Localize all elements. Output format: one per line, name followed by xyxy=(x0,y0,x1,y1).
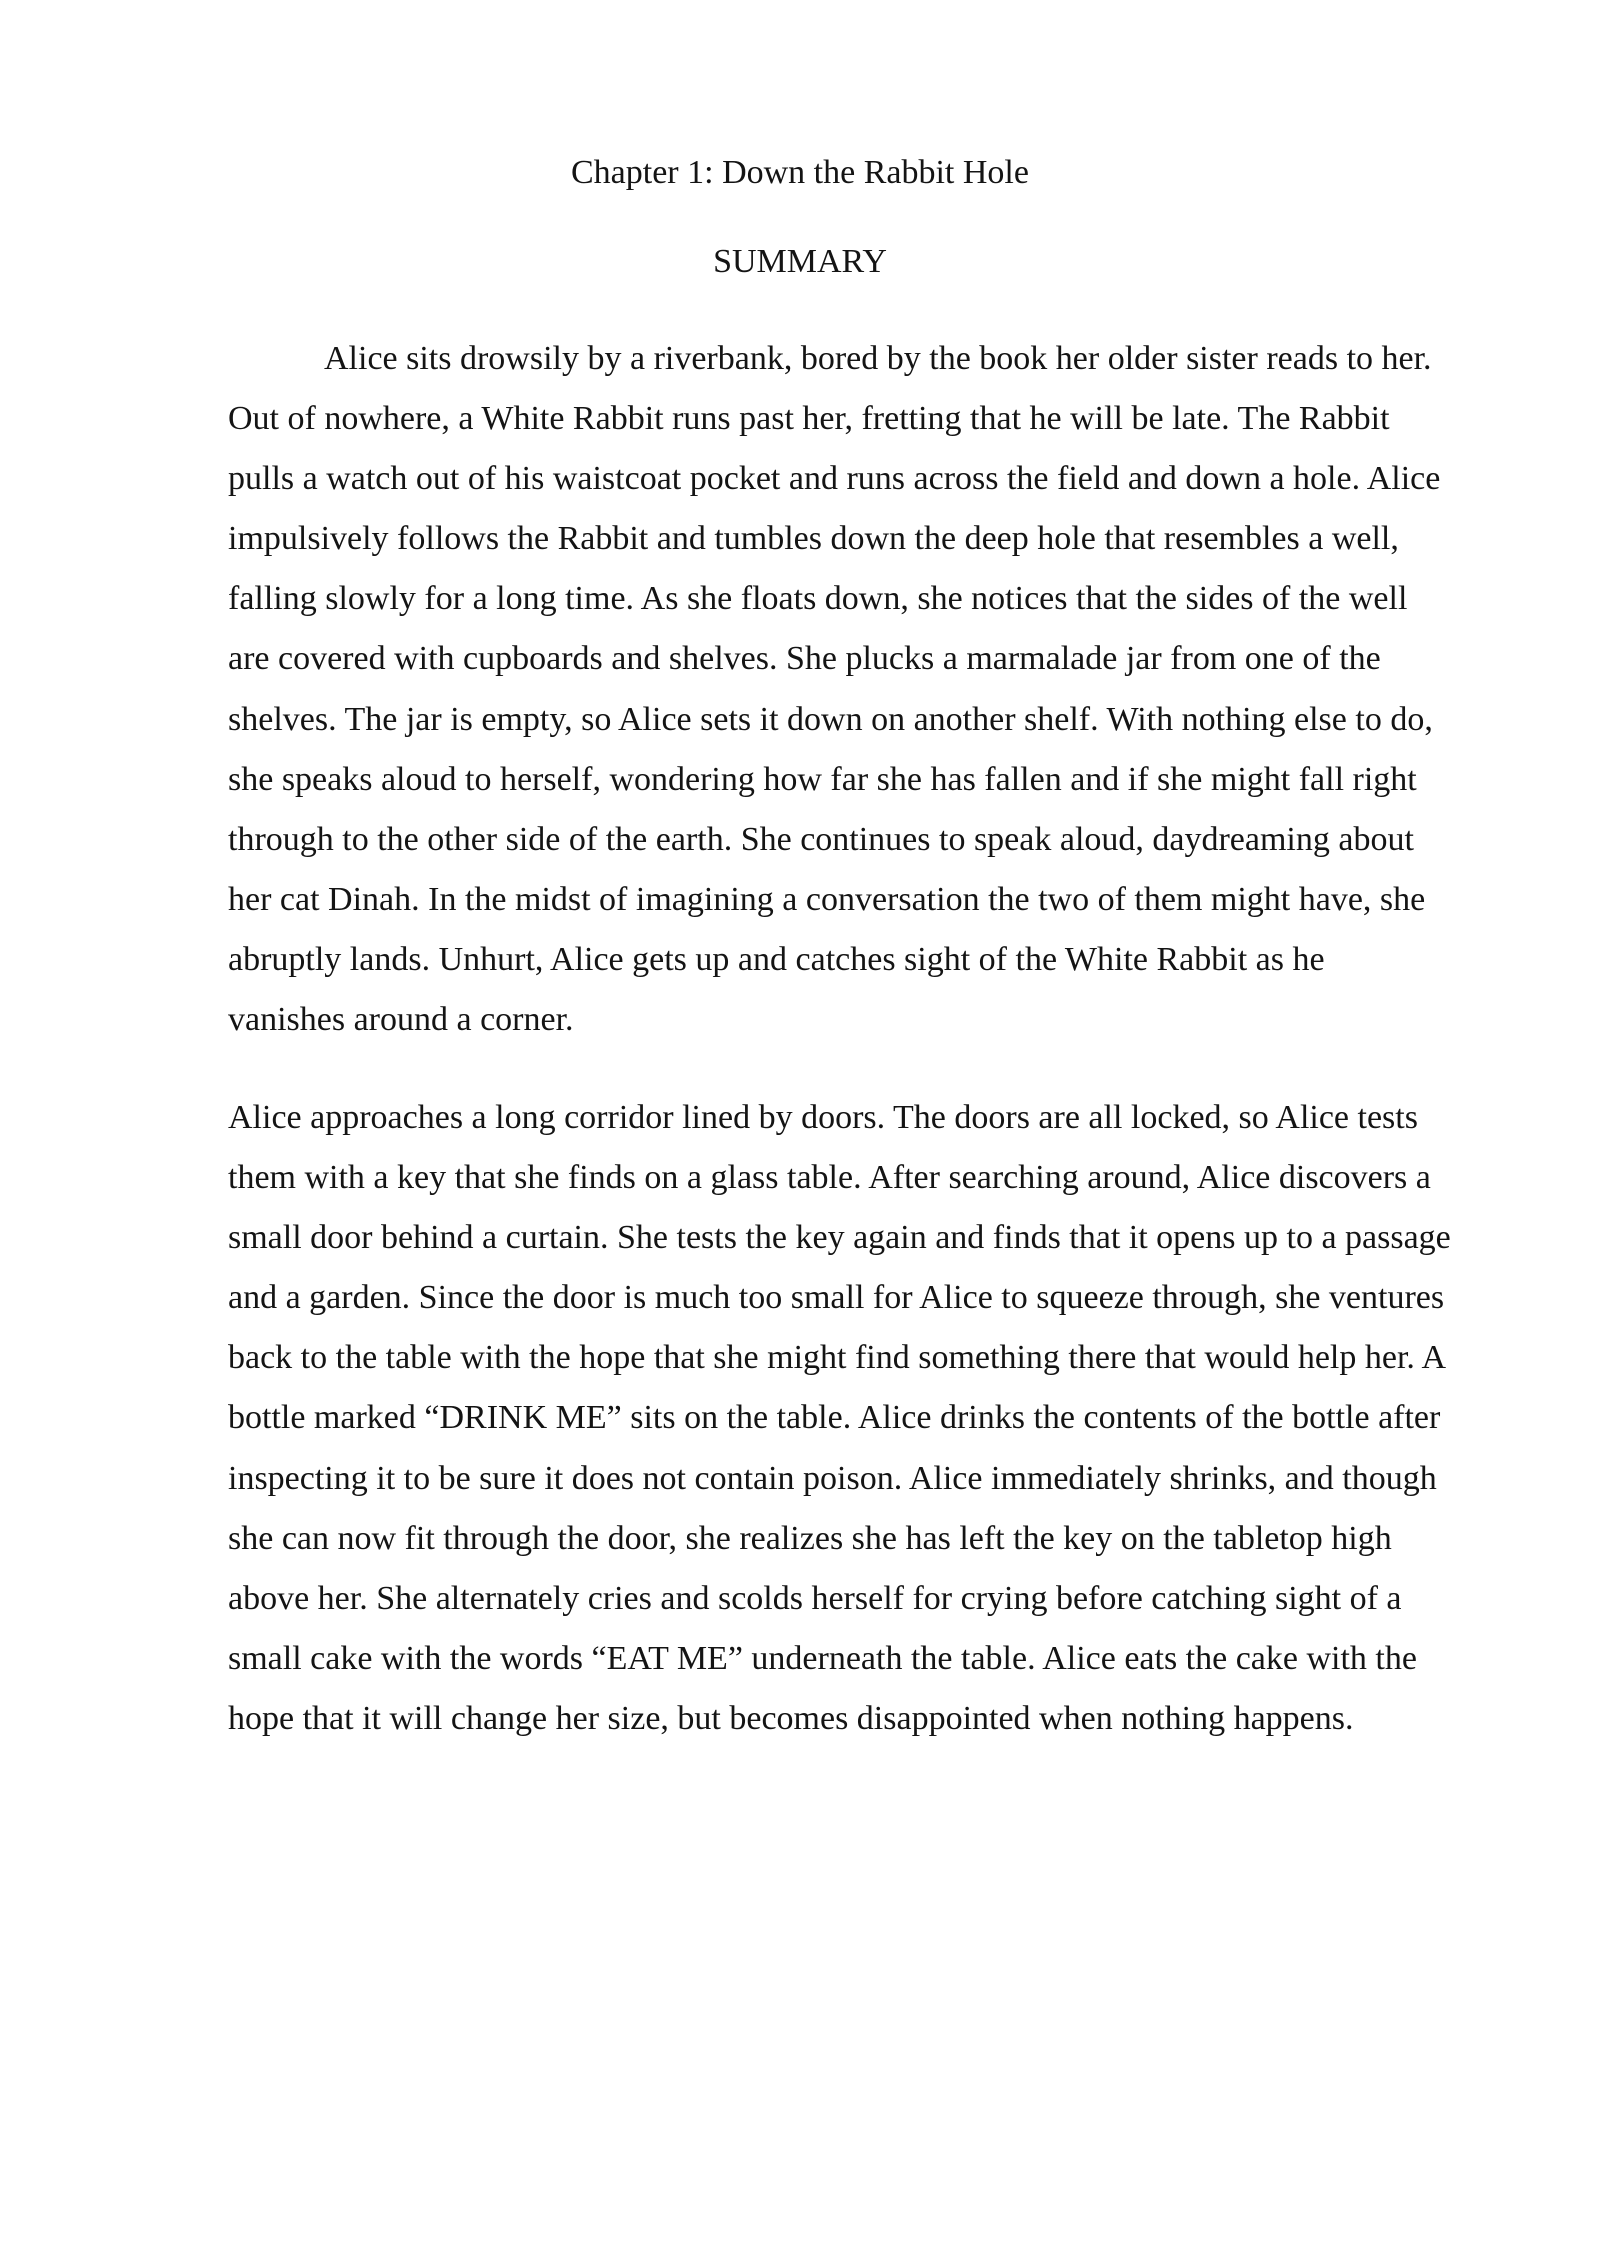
text-line: shelves. The jar is empty, so Alice sets it down on another shelf. With nothing else to do, xyxy=(228,701,1433,738)
text-line: hope that it will change her size, but becomes disappointed when nothing happens. xyxy=(228,1700,1354,1737)
text-line: bottle marked “DRINK ME” sits on the table. Alice drinks the contents of the bottle after xyxy=(228,1399,1441,1436)
text-line: Alice approaches a long corridor lined by doors. The doors are all locked, so Alice tests xyxy=(228,1099,1418,1136)
text-line: falling slowly for a long time. As she floats down, she notices that the sides of the well xyxy=(228,580,1408,617)
text-line: impulsively follows the Rabbit and tumbles down the deep hole that resembles a well, xyxy=(228,520,1399,557)
text-line: through to the other side of the earth. She continues to speak aloud, daydreaming about xyxy=(228,821,1414,858)
chapter-title: Chapter 1: Down the Rabbit Hole xyxy=(571,154,1029,191)
text-line: back to the table with the hope that she might find something there that would help her. A xyxy=(228,1339,1447,1376)
text-line: small door behind a curtain. She tests the key again and finds that it opens up to a passage xyxy=(228,1219,1451,1256)
text-line: small cake with the words “EAT ME” underneath the table. Alice eats the cake with the xyxy=(228,1640,1417,1677)
text-line: and a garden. Since the door is much too small for Alice to squeeze through, she ventures xyxy=(228,1279,1445,1316)
text-line: her cat Dinah. In the midst of imagining a conversation the two of them might have, she xyxy=(228,881,1426,918)
text-line: Alice sits drowsily by a riverbank, bored by the book her older sister reads to her. xyxy=(324,340,1432,377)
text-line: pulls a watch out of his waistcoat pocket and runs across the field and down a hole. Alice xyxy=(228,460,1441,497)
text-line: them with a key that she finds on a glass table. After searching around, Alice discovers a xyxy=(228,1159,1431,1196)
section-heading: SUMMARY xyxy=(713,243,887,280)
text-line: above her. She alternately cries and scolds herself for crying before catching sight of a xyxy=(228,1580,1402,1617)
text-line: vanishes around a corner. xyxy=(228,1001,574,1038)
text-line: are covered with cupboards and shelves. She plucks a marmalade jar from one of the xyxy=(228,640,1381,677)
text-line: Out of nowhere, a White Rabbit runs past her, fretting that he will be late. The Rabbit xyxy=(228,400,1390,437)
text-line: inspecting it to be sure it does not contain poison. Alice immediately shrinks, and though xyxy=(228,1460,1437,1497)
text-line: she speaks aloud to herself, wondering how far she has fallen and if she might fall right xyxy=(228,761,1417,798)
text-line: abruptly lands. Unhurt, Alice gets up and catches sight of the White Rabbit as he xyxy=(228,941,1325,978)
text-line: she can now fit through the door, she realizes she has left the key on the tabletop high xyxy=(228,1520,1392,1557)
